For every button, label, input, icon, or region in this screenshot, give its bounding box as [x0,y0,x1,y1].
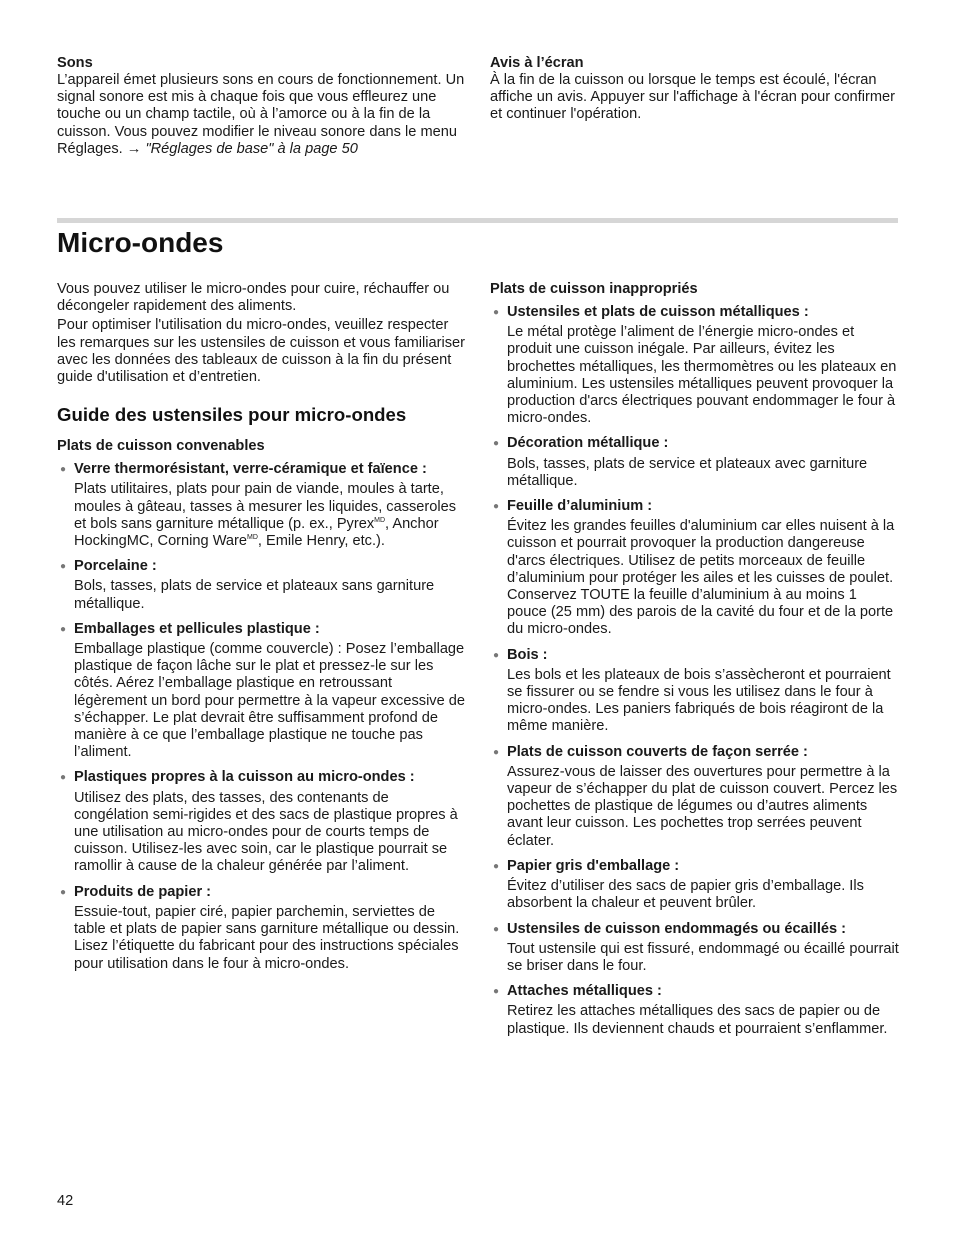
item-title: Attaches métalliques : [507,983,662,1000]
item-title: Décoration métallique : [507,435,669,452]
list-item [490,498,900,639]
bullet-icon: ● [493,986,500,998]
bullet-icon: ● [493,649,500,661]
guide-subtitle: Guide des ustensiles pour micro-ondes [57,404,407,426]
bullet-icon: ● [493,923,500,935]
avis-section [490,55,900,124]
item-title: Ustensiles de cuisson endommagés ou écaillés : [507,920,847,937]
intro-paragraph-1: Vous pouvez utiliser le micro-ondes pour cuire, réchauffer ou décongeler rapidement des aliments. [57,281,450,315]
list-item [57,558,467,613]
sons-heading: Sons [57,55,93,71]
left-column [57,281,467,973]
page-number: 42 [57,1193,74,1209]
item-body: Évitez d’utiliser des sacs de papier gris d’emballage. Ils absorbent la chaleur et peuvent brûler. [507,878,864,912]
sons-section [57,55,467,158]
item-body: Assurez-vous de laisser des ouvertures pour permettre à la vapeur de s’échapper du plat de cuisson couvert. Percez les pochettes de plastique de légumes ou d’autres aliments avant leur cuisson. Les pochettes trop serrées peuvent éclater. [507,763,898,849]
intro-paragraph-2: Pour optimiser l'utilisation du micro-ondes, veuillez respecter les remarques sur les ustensiles de cuisson et vous familiariser avec les données des tableaux de cuisson à la fin du présent guide d'utilisation et d’entretien. [57,317,465,386]
bullet-icon: ● [60,886,67,898]
item-body: Tout ustensile qui est fissuré, endommagé ou écaillé pourrait se briser dans le four. [507,940,899,974]
arrow-right-icon: → [126,140,142,157]
list-item [57,769,467,875]
list-item [490,744,900,850]
bullet-icon: ● [493,501,500,513]
bullet-icon: ● [493,438,500,450]
list-item [490,921,900,976]
bullet-icon: ● [60,772,67,784]
item-body: Bols, tasses, plats de service et plateaux sans garniture métallique. [74,578,435,612]
item-title: Plats de cuisson couverts de façon serrée : [507,743,808,760]
list-item [490,435,900,490]
list-item [490,304,900,427]
item-title: Verre thermorésistant, verre-céramique et faïence : [74,461,427,478]
section-title: Micro-ondes [57,227,224,258]
item-body: Bols, tasses, plats de service et plateaux avec garniture métallique. [507,455,868,489]
item-title: Feuille d’aluminium : [507,498,653,515]
bullet-icon: ● [493,860,500,872]
item-body: Emballage plastique (comme couvercle) : Posez l’emballage plastique de façon lâche sur le plat et pressez-le sur les côtés. Aérez l’emballage plastique en retroussant légèrement un bord pour permettre à la vapeur excessive de s’échapper. Le plat devrait être suffisamment profond de manière à ce que l’emballage plastique ne touche pas l’aliment. [74,641,466,761]
list-item [490,983,900,1038]
bullet-icon: ● [60,561,67,573]
item-title: Emballages et pellicules plastique : [74,620,320,637]
item-title: Ustensiles et plats de cuisson métalliques : [507,304,809,320]
trademark-sup: MD [374,516,386,524]
item-body: Retirez les attaches métalliques des sacs de papier ou de plastique. Ils deviennent chauds et pourraient s’enflammer. [507,1003,888,1037]
right-column [490,281,900,1038]
section-divider [57,218,898,223]
trademark-sup: MD [247,534,258,542]
inappropries-heading: Plats de cuisson inappropriés [490,281,698,297]
item-body: Les bols et les plateaux de bois s’assècheront et pourraient se fissurer ou se fendre si vous les utilisez dans le four à micro-ondes. Les paniers fabriqués de bois réagiront de la même manière. [507,666,891,735]
item-body: Le métal protège l’aliment de l’énergie micro-ondes et produit une cuisson inégale. Par ailleurs, évitez les brochettes métalliques, les thermomètres ou les plateaux en aluminium. Les ustensiles métalliques peuvent provoquer la production d'arcs électriques pouvant endommager le four à micro-ondes. [507,324,897,427]
avis-body: À la fin de la cuisson ou lorsque le temps est écoulé, l'écran affiche un avis. Appuyer sur l'affichage à l'écran pour confirmer et continuer l'opération. [490,72,895,123]
item-body: Essuie-tout, papier ciré, papier parchemin, serviettes de table et plats de papier sans garniture métallique ou dessin. Lisez l’étiquette du fabricant pour des instructions spéciales pour utilisation dans le four à micro-ondes. [74,903,460,972]
avis-heading: Avis à l’écran [490,55,584,71]
bullet-icon: ● [60,464,67,476]
list-item [57,461,467,550]
item-title: Papier gris d'emballage : [507,857,680,874]
list-item [490,858,900,913]
list-item [57,621,467,762]
list-item [57,884,467,973]
sons-body: L’appareil émet plusieurs sons en cours de fonctionnement. Un signal sonore est mis à chaque fois que vous effleurez une touche ou un champ tactile, où à l’amorce ou à la fin de la cuisson. Vous pouvez modifier le niveau sonore dans le menu Réglages. → "Réglages de base" à la page 50 [57,72,465,157]
item-title: Plastiques propres à la cuisson au micro-ondes : [74,769,415,786]
item-title: Porcelaine : [74,558,157,575]
convenables-heading: Plats de cuisson convenables [57,438,265,455]
bullet-icon: ● [493,746,500,758]
item-body: Utilisez des plats, des tasses, des contenants de congélation semi-rigides et des sacs de plastique propres à une utilisation au micro-ondes pour de courts temps de cuisson. Utilisez-les avec soin, car le plastique pourrait se ramollir à cause de la chaleur générée par l’aliment. [74,789,458,875]
bullet-icon: ● [493,307,500,318]
bullet-icon: ● [60,623,67,635]
item-body: Évitez les grandes feuilles d'aluminium car elles nuisent à la cuisson et pourrait provoquer la production dangereuse d'arcs électriques. Utilisez de petits morceaux de feuille d’aluminium pour protéger les ailes et les cuisses de poulet. Conservez TOUTE la feuille d’aluminium à au moins 1 pouce (25 mm) des parois de la cavité du four et de la porte du micro-ondes. [507,518,895,638]
list-item [490,647,900,736]
sons-reference-link[interactable]: "Réglages de base" à la page 50 [145,140,358,157]
item-body: Plats utilitaires, plats pour pain de viande, moules à tarte, moules à gâteau, tasses à mesurer les liquides, casseroles et bols sans garniture métallique (p. ex., Pyrex$^{MD}$, Anchor HockingMC, Corning Ware$^{MD}$, Emile Henry, etc.). [74,481,457,550]
item-title: Produits de papier : [74,883,212,900]
item-title: Bois : [507,646,548,663]
